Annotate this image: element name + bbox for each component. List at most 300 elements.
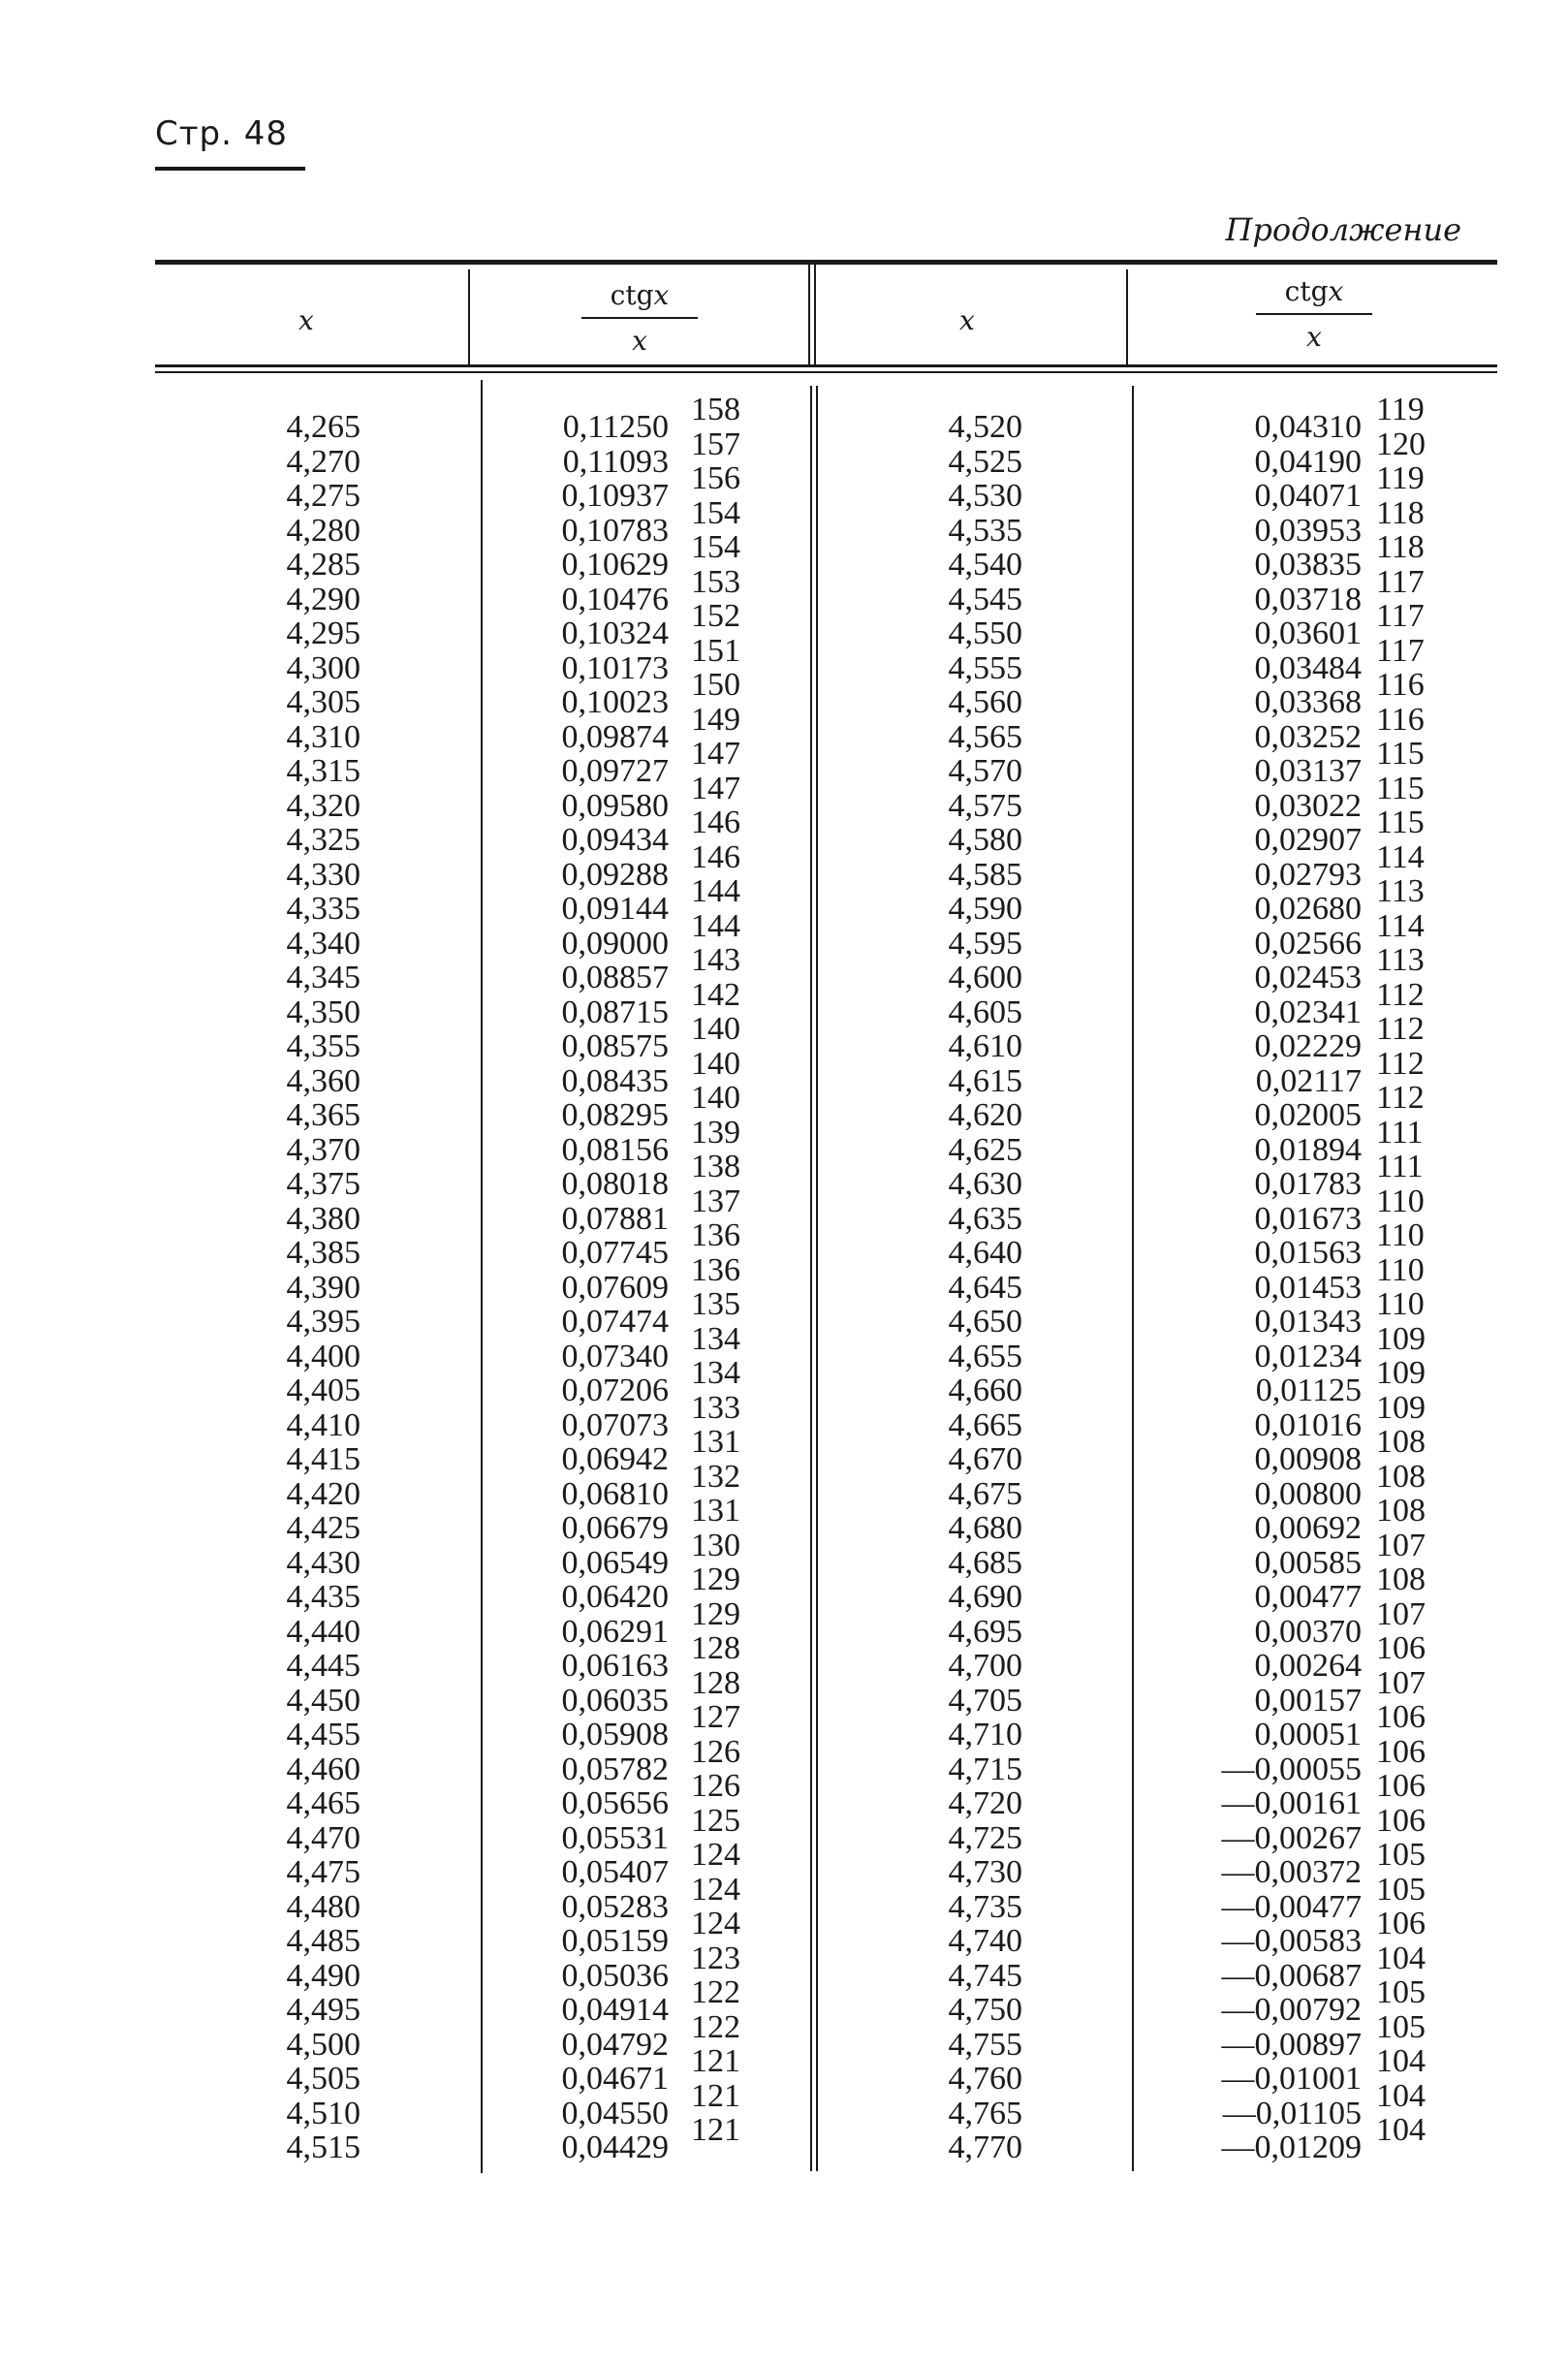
table-cell: 0,04190	[1254, 443, 1362, 480]
table-cell: 4,510	[286, 2095, 361, 2131]
table-cell: 146	[691, 804, 740, 840]
table-cell: 106	[1376, 1699, 1426, 1735]
header-x-left: x	[298, 304, 314, 336]
table-cell: 124	[691, 1837, 740, 1873]
table-cell: 0,05656	[561, 1785, 669, 1821]
table-cell: 0,01234	[1254, 1338, 1362, 1374]
table-cell: 0,02680	[1254, 891, 1362, 927]
table-cell: 0,05159	[561, 1923, 669, 1959]
table-cell: 115	[1376, 804, 1425, 840]
table-cell: 114	[1376, 907, 1425, 944]
table-cell: 0,06942	[561, 1441, 669, 1477]
table-cell: 0,00157	[1254, 1682, 1362, 1719]
table-cell: 4,740	[948, 1923, 1022, 1959]
table-cell: 149	[691, 701, 740, 738]
table-cell: 132	[691, 1458, 740, 1495]
table-cell: 122	[691, 1974, 740, 2010]
right-diff-column	[1376, 393, 1444, 2148]
table-cell: 4,635	[948, 1200, 1022, 1237]
table-cell: 106	[1376, 1630, 1426, 1666]
right-value-column	[1168, 410, 1362, 2165]
table-cell: 4,650	[948, 1304, 1022, 1340]
table-cell: 131	[691, 1424, 740, 1460]
table-cell: 0,05531	[561, 1819, 669, 1856]
table-cell: 0,08295	[561, 1097, 669, 1133]
table-cell: 0,00264	[1254, 1648, 1362, 1684]
table-cell: 0,07609	[561, 1269, 669, 1306]
table-cell: 4,320	[286, 787, 361, 824]
table-cell: 0,09000	[561, 925, 669, 962]
table-cell: 0,06035	[561, 1682, 669, 1719]
table-cell: 108	[1376, 1458, 1426, 1495]
table-cell: 147	[691, 770, 740, 806]
table-cell: 124	[691, 1871, 740, 1908]
table-cell: 134	[691, 1355, 740, 1391]
ctg-denominator: x	[632, 325, 647, 357]
table-cell: 4,750	[948, 1992, 1022, 2028]
table-cell: 4,605	[948, 994, 1022, 1030]
table-cell: 147	[691, 736, 740, 772]
table-cell: 117	[1376, 598, 1425, 634]
table-cell: 0,09580	[561, 787, 669, 824]
table-cell: 143	[691, 942, 740, 978]
table-cell: 0,03953	[1254, 512, 1362, 549]
table-cell: 4,460	[286, 1751, 361, 1787]
table-cell: 0,01783	[1254, 1166, 1362, 1202]
table-cell: 0,03022	[1254, 787, 1362, 824]
table-cell: 0,06163	[561, 1648, 669, 1684]
table-cell: 0,07073	[561, 1406, 669, 1443]
table-cell: 0,08857	[561, 960, 669, 995]
table-cell: 4,455	[286, 1717, 361, 1752]
table-cell: 0,00692	[1254, 1510, 1362, 1546]
ctg-variable: x	[1328, 275, 1344, 307]
table-cell: 117	[1376, 632, 1425, 669]
table-cell: 150	[691, 667, 740, 703]
table-cell: 4,425	[286, 1510, 361, 1546]
table-cell: 0,08575	[561, 1028, 669, 1064]
table-cell: 140	[691, 1045, 740, 1082]
table-cell: 0,04914	[561, 1992, 669, 2028]
table-cell: 0,06679	[561, 1510, 669, 1546]
table-cell: 4,345	[286, 960, 361, 995]
left-x-column	[215, 410, 361, 2165]
table-cell: 4,535	[948, 512, 1022, 549]
table-cell: —0,00477	[1221, 1888, 1362, 1925]
page-number: Стр. 48	[155, 114, 289, 153]
table-cell: 0,01125	[1255, 1372, 1362, 1408]
table-cell: 4,745	[948, 1957, 1022, 1994]
table-cell: 0,01563	[1254, 1235, 1362, 1271]
table-cell: 118	[1376, 494, 1425, 531]
table-cell: 104	[1376, 2043, 1426, 2079]
table-cell: 121	[691, 2043, 740, 2079]
table-cell: 0,00370	[1254, 1613, 1362, 1650]
table-cell: 124	[691, 1906, 740, 1941]
table-cell: 4,640	[948, 1235, 1022, 1271]
table-cell: 4,515	[286, 2129, 361, 2165]
table-cell: 0,07474	[561, 1304, 669, 1340]
column-divider-1	[468, 269, 470, 364]
table-top-rule	[155, 260, 1497, 265]
table-cell: 0,03252	[1254, 718, 1362, 755]
table-cell: 4,560	[948, 684, 1022, 720]
table-cell: 111	[1376, 1149, 1424, 1184]
table-cell: 4,295	[286, 615, 361, 651]
table-cell: 4,380	[286, 1200, 361, 1237]
table-cell: 127	[691, 1699, 740, 1735]
table-cell: 4,720	[948, 1785, 1022, 1821]
table-cell: 0,06549	[561, 1544, 669, 1581]
table-cell: 4,325	[286, 822, 361, 858]
table-cell: 4,685	[948, 1544, 1022, 1581]
table-cell: 4,355	[286, 1028, 361, 1064]
table-cell: 4,390	[286, 1269, 361, 1306]
table-cell: 115	[1376, 770, 1425, 806]
table-cell: 4,385	[286, 1235, 361, 1271]
table-cell: 151	[691, 632, 740, 669]
center-divider-body	[810, 386, 812, 2171]
table-cell: 137	[691, 1183, 740, 1219]
table-cell: 113	[1376, 942, 1425, 978]
table-cell: 121	[691, 2077, 740, 2114]
table-cell: 108	[1376, 1493, 1426, 1529]
table-cell: 156	[691, 460, 740, 496]
table-cell: 0,03718	[1254, 581, 1362, 617]
table-cell: 0,03835	[1254, 547, 1362, 583]
table-cell: 0,05782	[561, 1751, 669, 1787]
table-cell: 107	[1376, 1664, 1426, 1701]
table-cell: 4,595	[948, 925, 1022, 962]
table-cell: 0,08018	[561, 1166, 669, 1202]
table-cell: 4,645	[948, 1269, 1022, 1306]
table-cell: 0,11093	[562, 443, 669, 480]
table-cell: 136	[691, 1217, 740, 1253]
table-cell: 0,09874	[561, 718, 669, 755]
table-cell: —0,00792	[1221, 1992, 1362, 2028]
table-cell: 4,770	[948, 2129, 1022, 2165]
table-cell: 0,01894	[1254, 1131, 1362, 1168]
table-cell: 106	[1376, 1768, 1426, 1804]
table-cell: 4,575	[948, 787, 1022, 824]
table-cell: 106	[1376, 1802, 1426, 1839]
table-cell: 4,490	[286, 1957, 361, 1994]
table-cell: 4,600	[948, 960, 1022, 995]
table-cell: 0,08715	[561, 994, 669, 1030]
table-cell: 109	[1376, 1389, 1426, 1426]
table-cell: 146	[691, 838, 740, 875]
table-cell: 4,285	[286, 547, 361, 583]
table-cell: —0,00372	[1221, 1854, 1362, 1890]
table-cell: 4,315	[286, 753, 361, 789]
table-cell: 104	[1376, 1940, 1426, 1976]
table-cell: 0,09727	[561, 753, 669, 789]
continuation-label: Продолжение	[1225, 211, 1461, 248]
table-cell: 4,485	[286, 1923, 361, 1959]
table-cell: 4,630	[948, 1166, 1022, 1202]
table-cell: 126	[691, 1768, 740, 1804]
table-cell: 0,10324	[561, 615, 669, 651]
table-cell: 0,01016	[1254, 1406, 1362, 1443]
table-cell: 4,465	[286, 1785, 361, 1821]
table-cell: 0,02005	[1254, 1097, 1362, 1133]
table-cell: 4,570	[948, 753, 1022, 789]
table-cell: 4,480	[286, 1888, 361, 1925]
table-cell: 154	[691, 494, 740, 531]
table-cell: 112	[1376, 976, 1425, 1013]
table-cell: 4,670	[948, 1441, 1022, 1477]
table-cell: 105	[1376, 1871, 1426, 1908]
table-cell: 0,03137	[1254, 753, 1362, 789]
table-cell: 4,370	[286, 1131, 361, 1168]
table-cell: 131	[691, 1493, 740, 1529]
table-cell: 0,01453	[1254, 1269, 1362, 1306]
table-cell: 4,665	[948, 1406, 1022, 1443]
table-cell: 123	[691, 1940, 740, 1976]
table-cell: 0,09144	[561, 891, 669, 927]
table-cell: 0,07881	[561, 1200, 669, 1237]
table-cell: 4,765	[948, 2095, 1022, 2131]
table-cell: 118	[1376, 529, 1425, 565]
table-cell: 4,275	[286, 478, 361, 514]
table-cell: 4,305	[286, 684, 361, 720]
table-cell: 140	[691, 1080, 740, 1116]
table-cell: 144	[691, 873, 740, 909]
table-cell: 4,520	[948, 409, 1022, 445]
table-cell: 0,04310	[1254, 409, 1362, 445]
table-cell: 4,725	[948, 1819, 1022, 1856]
table-cell: 4,450	[286, 1682, 361, 1719]
table-cell: 0,03368	[1254, 684, 1362, 720]
table-cell: 158	[691, 392, 740, 427]
table-cell: 157	[691, 426, 740, 462]
column-divider-3	[1126, 269, 1128, 364]
table-cell: 4,585	[948, 856, 1022, 893]
table-cell: 0,10476	[561, 581, 669, 617]
table-cell: —0,00055	[1221, 1751, 1362, 1787]
table-cell: 110	[1376, 1286, 1425, 1322]
table-cell: —0,00687	[1221, 1957, 1362, 1994]
table-cell: 138	[691, 1149, 740, 1184]
table-cell: 4,580	[948, 822, 1022, 858]
table-cell: 135	[691, 1286, 740, 1322]
table-cell: 117	[1376, 563, 1425, 600]
table-cell: 0,10937	[561, 478, 669, 514]
table-cell: 4,700	[948, 1648, 1022, 1684]
table-cell: 114	[1376, 838, 1425, 875]
table-cell: 0,02229	[1254, 1028, 1362, 1064]
table-cell: 4,270	[286, 443, 361, 480]
table-cell: 0,03601	[1254, 615, 1362, 651]
table-cell: 4,265	[286, 409, 361, 445]
table-cell: —0,00161	[1221, 1785, 1362, 1821]
table-cell: 4,525	[948, 443, 1022, 480]
table-cell: 0,02453	[1254, 960, 1362, 995]
table-cell: 4,415	[286, 1441, 361, 1477]
table-cell: 0,00800	[1254, 1475, 1362, 1512]
table-cell: —0,00897	[1221, 2026, 1362, 2063]
table-cell: 4,610	[948, 1028, 1022, 1064]
table-cell: 0,00908	[1254, 1441, 1362, 1477]
table-cell: 0,10629	[561, 547, 669, 583]
header-x-right: x	[959, 304, 975, 336]
table-cell: —0,01209	[1221, 2129, 1362, 2165]
table-cell: 4,625	[948, 1131, 1022, 1168]
table-cell: 108	[1376, 1424, 1426, 1460]
table-cell: 4,735	[948, 1888, 1022, 1925]
center-divider	[808, 262, 810, 364]
header-ctg-left	[581, 279, 698, 357]
table-cell: 121	[691, 2112, 740, 2148]
table-cell: 4,695	[948, 1613, 1022, 1650]
table-cell: 4,495	[286, 1992, 361, 2028]
table-cell: 4,410	[286, 1406, 361, 1443]
column-divider-3-body	[1132, 386, 1134, 2171]
table-cell: 0,07340	[561, 1338, 669, 1374]
table-cell: 4,365	[286, 1097, 361, 1133]
table-cell: 122	[691, 2008, 740, 2045]
table-cell: 4,500	[286, 2026, 361, 2063]
table-cell: 4,555	[948, 649, 1022, 686]
table-cell: 0,04550	[561, 2095, 669, 2131]
table-cell: 0,05283	[561, 1888, 669, 1925]
table-cell: 0,05036	[561, 1957, 669, 1994]
table-cell: 0,09434	[561, 822, 669, 858]
table-cell: 134	[691, 1320, 740, 1357]
table-cell: 4,330	[286, 856, 361, 893]
table-cell: 4,755	[948, 2026, 1022, 2063]
ctg-denominator: x	[1306, 321, 1322, 353]
table-cell: 0,07745	[561, 1235, 669, 1271]
table-cell: 119	[1376, 392, 1425, 427]
table-cell: 0,06810	[561, 1475, 669, 1512]
table-cell: 144	[691, 907, 740, 944]
table-cell: 0,00585	[1254, 1544, 1362, 1581]
table-cell: 4,550	[948, 615, 1022, 651]
table-cell: 0,10173	[561, 649, 669, 686]
table-cell: 0,01673	[1254, 1200, 1362, 1237]
table-cell: 0,00051	[1254, 1717, 1362, 1752]
table-cell: 4,430	[286, 1544, 361, 1581]
table-cell: 0,08156	[561, 1131, 669, 1168]
table-cell: 4,730	[948, 1854, 1022, 1890]
right-x-column	[877, 410, 1022, 2165]
table-cell: 4,395	[286, 1304, 361, 1340]
table-cell: 140	[691, 1011, 740, 1047]
table-cell: 116	[1376, 701, 1425, 738]
table-cell: 136	[691, 1251, 740, 1288]
table-cell: 4,690	[948, 1579, 1022, 1615]
table-cell: 133	[691, 1389, 740, 1426]
table-cell: 4,620	[948, 1097, 1022, 1133]
page-number-underline	[155, 167, 305, 171]
table-cell: 0,08435	[561, 1062, 669, 1099]
table-cell: 0,02341	[1254, 994, 1362, 1030]
table-cell: 0,00477	[1254, 1579, 1362, 1615]
table-cell: 0,06291	[561, 1613, 669, 1650]
table-cell: —0,00583	[1221, 1923, 1362, 1959]
table-cell: 153	[691, 563, 740, 600]
table-cell: 4,290	[286, 581, 361, 617]
table-cell: 4,705	[948, 1682, 1022, 1719]
table-cell: 0,03484	[1254, 649, 1362, 686]
table-cell: 4,340	[286, 925, 361, 962]
table-cell: 104	[1376, 2077, 1426, 2114]
table-cell: 0,02907	[1254, 822, 1362, 858]
table-cell: 4,420	[286, 1475, 361, 1512]
table-cell: 4,675	[948, 1475, 1022, 1512]
table-cell: 119	[1376, 460, 1425, 496]
table-cell: 4,505	[286, 2061, 361, 2097]
table-cell: 105	[1376, 1974, 1426, 2010]
table-cell: 4,470	[286, 1819, 361, 1856]
table-cell: 111	[1376, 1114, 1424, 1151]
table-cell: 0,11250	[562, 409, 669, 445]
table-cell: 4,565	[948, 718, 1022, 755]
center-divider-b	[814, 262, 816, 364]
table-cell: 0,04671	[561, 2061, 669, 2097]
table-cell: 0,10023	[561, 684, 669, 720]
table-cell: —0,00267	[1221, 1819, 1362, 1856]
table-cell: 113	[1376, 873, 1425, 909]
left-diff-column	[691, 393, 759, 2148]
table-cell: 0,05908	[561, 1717, 669, 1752]
table-cell: 0,04792	[561, 2026, 669, 2063]
table-cell: 105	[1376, 1837, 1426, 1873]
table-cell: 110	[1376, 1183, 1425, 1219]
table-cell: 129	[691, 1562, 740, 1597]
table-cell: 4,540	[948, 547, 1022, 583]
table-cell: 128	[691, 1664, 740, 1701]
table-cell: 4,445	[286, 1648, 361, 1684]
table-cell: 110	[1376, 1217, 1425, 1253]
table-cell: 4,760	[948, 2061, 1022, 2097]
table-cell: 4,615	[948, 1062, 1022, 1099]
table-cell: 129	[691, 1595, 740, 1632]
table-cell: 115	[1376, 736, 1425, 772]
table-cell: 4,350	[286, 994, 361, 1030]
table-cell: 0,02793	[1254, 856, 1362, 893]
table-cell: 105	[1376, 2008, 1426, 2045]
left-value-column	[475, 410, 669, 2165]
table-cell: —0,01105	[1222, 2095, 1362, 2131]
table-cell: 4,655	[948, 1338, 1022, 1374]
table-cell: 104	[1376, 2112, 1426, 2148]
table-cell: 4,405	[286, 1372, 361, 1408]
table-cell: 4,545	[948, 581, 1022, 617]
header-ctg-right	[1256, 275, 1372, 353]
table-cell: 4,435	[286, 1579, 361, 1615]
table-cell: 0,10783	[561, 512, 669, 549]
table-cell: 109	[1376, 1320, 1426, 1357]
table-cell: 0,04429	[561, 2129, 669, 2165]
header-bottom-rule-2	[155, 371, 1497, 373]
table-cell: 128	[691, 1630, 740, 1666]
table-cell: 0,04071	[1254, 478, 1362, 514]
table-cell: 4,375	[286, 1166, 361, 1202]
ctg-variable: x	[653, 279, 670, 311]
table-cell: 0,05407	[561, 1854, 669, 1890]
table-cell: 126	[691, 1733, 740, 1770]
table-cell: 120	[1376, 426, 1426, 462]
table-cell: 109	[1376, 1355, 1426, 1391]
center-divider-body-b	[816, 386, 818, 2171]
table-cell: 125	[691, 1802, 740, 1839]
table-cell: 152	[691, 598, 740, 634]
table-cell: 0,07206	[561, 1372, 669, 1408]
table-cell: 0,02117	[1255, 1062, 1362, 1099]
table-cell: 4,710	[948, 1717, 1022, 1752]
